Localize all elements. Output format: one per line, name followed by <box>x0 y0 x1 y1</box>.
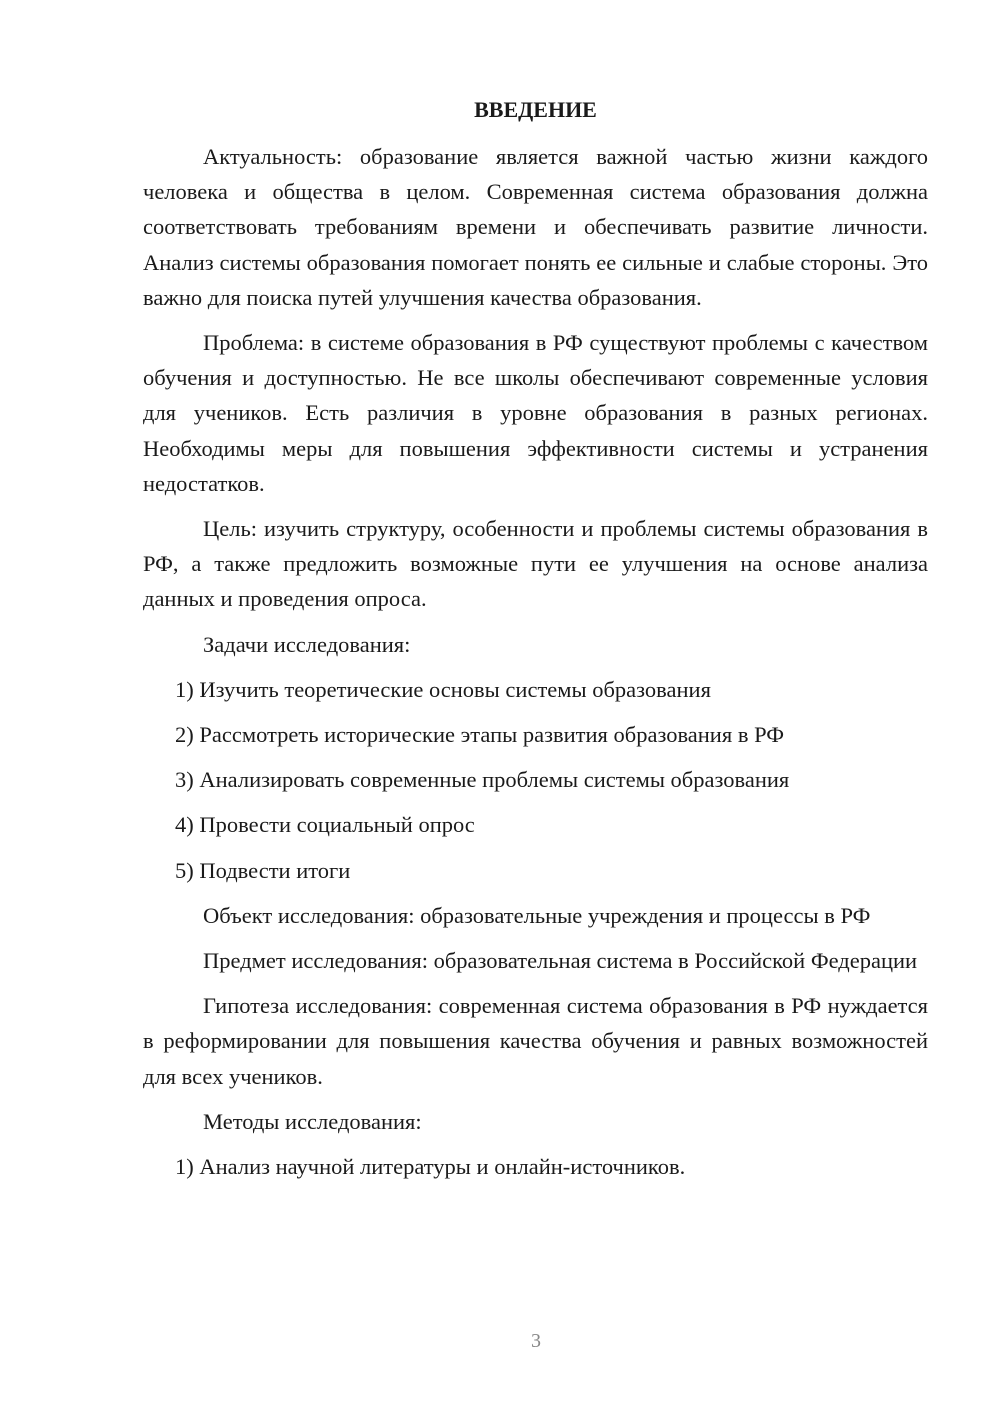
list-item: 1) Анализ научной литературы и онлайн-источников. <box>175 1154 686 1180</box>
list-item: 3) Анализировать современные проблемы системы образования <box>175 767 790 793</box>
goal-paragraph: Цель: изучить структуру, особенности и проблемы системы образования в РФ, а также предложить возможные пути ее улучшения на основе анализа данных и проведения опроса. <box>143 516 928 612</box>
section-title: ВВЕДЕНИЕ <box>474 97 597 122</box>
list-item: 4) Провести социальный опрос <box>175 812 475 838</box>
list-item: 2) Рассмотреть исторические этапы развития образования в РФ <box>175 722 784 748</box>
problem-paragraph: Проблема: в системе образования в РФ существуют проблемы с качеством обучения и доступностью. Не все школы обеспечивают современные условия для учеников. Есть различия в уровне образования в разных регионах. Необходимы меры для повышения эффективности системы и устранения недостатков. <box>143 330 928 496</box>
object-paragraph: Объект исследования: образовательные учреждения и процессы в РФ <box>203 902 871 928</box>
document-page <box>143 90 928 1194</box>
relevance-paragraph: Актуальность: образование является важной частью жизни каждого человека и общества в целом. Современная система образования должна соответствовать требованиям времени и обеспечивать развитие личности. Анализ системы образования помогает понять ее сильные и слабые стороны. Это важно для поиска путей улучшения качества образования. <box>143 144 928 310</box>
subject-paragraph: Предмет исследования: образовательная система в Российской Федерации <box>203 948 918 974</box>
tasks-heading: Задачи исследования: <box>203 631 411 657</box>
methods-heading: Методы исследования: <box>203 1108 422 1134</box>
page-number: 3 <box>531 1330 541 1352</box>
tasks-list <box>143 672 928 888</box>
list-item: 5) Подвести итоги <box>175 857 351 883</box>
hypothesis-paragraph: Гипотеза исследования: современная система образования в РФ нуждается в реформировании для повышения качества обучения и равных возможностей для всех учеников. <box>143 993 928 1089</box>
list-item: 1) Изучить теоретические основы системы образования <box>175 676 711 702</box>
methods-list <box>143 1149 928 1184</box>
